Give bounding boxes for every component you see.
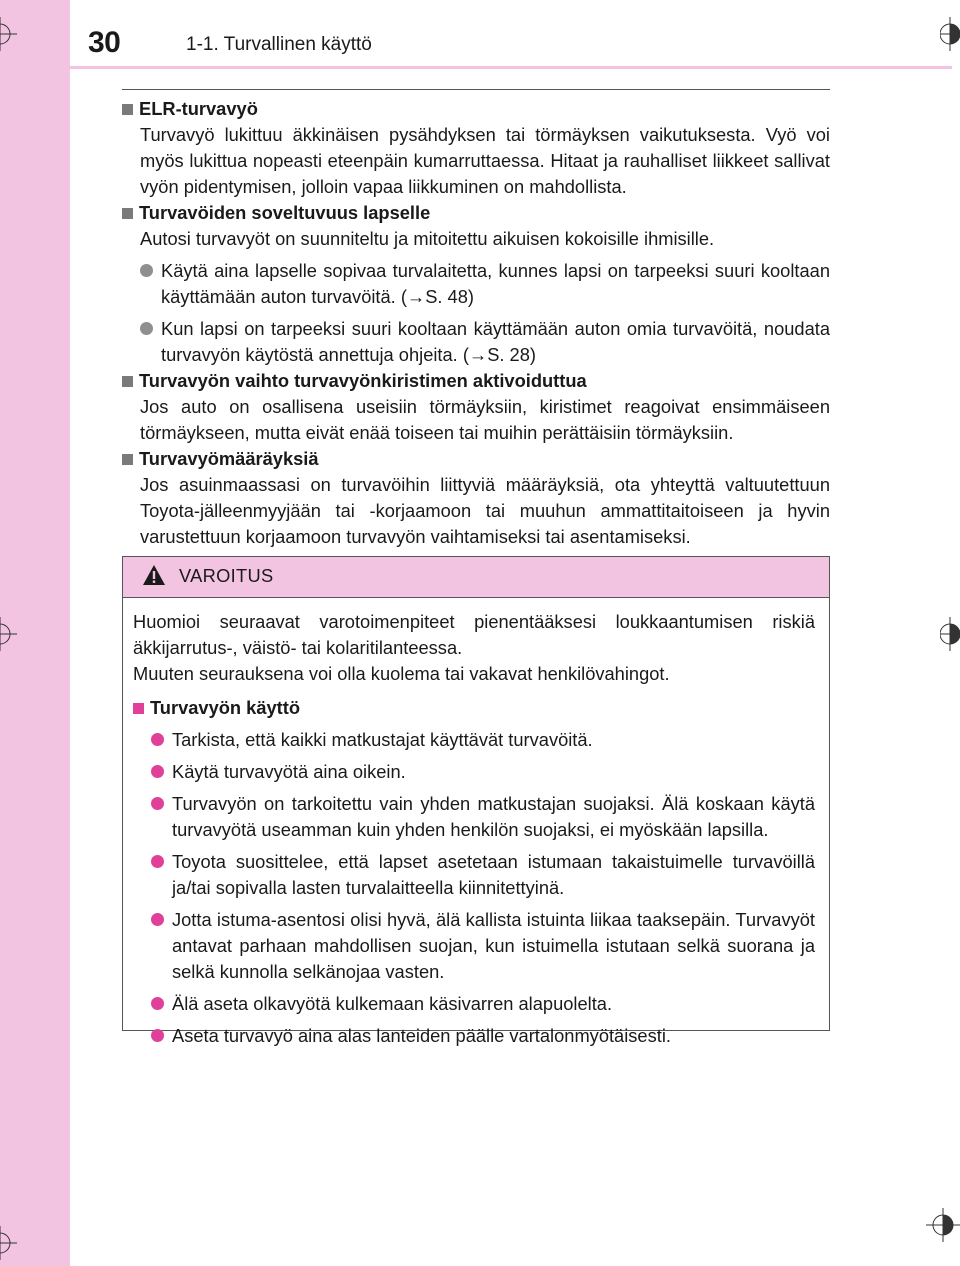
square-bullet-icon bbox=[122, 454, 133, 465]
circle-bullet-icon bbox=[151, 997, 164, 1010]
registration-mark-icon bbox=[926, 1208, 960, 1242]
circle-bullet-icon bbox=[151, 797, 164, 810]
warning-label: VAROITUS bbox=[179, 565, 274, 586]
section-heading: Turvavyön vaihto turvavyönkiristimen aktivoiduttua bbox=[122, 368, 830, 394]
square-bullet-icon bbox=[133, 703, 144, 714]
circle-bullet-icon bbox=[151, 913, 164, 926]
warning-box bbox=[122, 556, 830, 1046]
warning-heading: Turvavyön käyttö bbox=[133, 695, 815, 721]
list-item: Käytä turvavyötä aina oikein. bbox=[133, 759, 815, 785]
warning-header bbox=[123, 557, 829, 598]
section-text: Jos asuinmaassasi on turvavöihin liittyviä määräyksiä, ota yhteyttä valtuutettuun Toyota-jälleenmyyjään tai -korjaamoon tai muuhun ammattitaitoiseen ja hyvin varustettuun korjaamoon turvavyön vaihtamiseksi tai asentamiseksi. bbox=[140, 474, 830, 547]
list-item: Aseta turvavyö aina alas lanteiden päälle vartalonmyötäisesti. bbox=[133, 1023, 815, 1049]
list-item: Turvavyön on tarkoitettu vain yhden matkustajan suojaksi. Älä koskaan käytä turvavyötä useamman kuin yhden henkilön suojaksi, ei myöskään lapsilla. bbox=[133, 791, 815, 843]
circle-bullet-icon bbox=[140, 264, 153, 277]
main-content bbox=[122, 96, 830, 550]
list-item: Toyota suosittelee, että lapset asetetaan istumaan takaistuimelle turvavöillä ja/tai sopivalla lasten turvalaitteella kiinnitettyinä. bbox=[133, 849, 815, 901]
circle-bullet-icon bbox=[151, 733, 164, 746]
list-item: Kun lapsi on tarpeeksi suuri kooltaan käyttämään auton omia turvavöitä, noudata turvavyön käytöstä annettuja ohjeita. (→S. 28) bbox=[122, 316, 830, 368]
warning-triangle-icon bbox=[142, 564, 166, 586]
registration-mark-icon bbox=[0, 1226, 17, 1260]
square-bullet-icon bbox=[122, 104, 133, 115]
section-heading: Turvavyömääräyksiä bbox=[122, 446, 830, 472]
circle-bullet-icon bbox=[140, 322, 153, 335]
section-heading: Turvavöiden soveltuvuus lapselle bbox=[122, 200, 830, 226]
list-item: Älä aseta olkavyötä kulkemaan käsivarren alapuolelta. bbox=[133, 991, 815, 1017]
circle-bullet-icon bbox=[151, 1029, 164, 1042]
circle-bullet-icon bbox=[151, 765, 164, 778]
registration-mark-icon bbox=[940, 17, 960, 51]
registration-mark-icon bbox=[0, 17, 17, 51]
section-text: Jos auto on osallisena useisiin törmäyksiin, kiristimet reagoivat ensimmäiseen törmäykseen, mutta eivät enää toiseen tai muihin perättäisiin törmäyksiin. bbox=[140, 396, 830, 443]
page-number: 30 bbox=[88, 26, 121, 59]
registration-mark-icon bbox=[0, 617, 17, 651]
section-text: Autosi turvavyöt on suunniteltu ja mitoitettu aikuisen kokoisille ihmisille. bbox=[140, 228, 715, 249]
square-bullet-icon bbox=[122, 376, 133, 387]
section-title: 1-1. Turvallinen käyttö bbox=[186, 34, 372, 55]
registration-mark-icon bbox=[940, 617, 960, 651]
list-item: Tarkista, että kaikki matkustajat käyttävät turvavöitä. bbox=[133, 727, 815, 753]
list-item: Jotta istuma-asentosi olisi hyvä, älä kallista istuinta liikaa taaksepäin. Turvavyöt antavat parhaan mahdollisen suojan, kun istuimella istutaan selkä suorana ja selkä kunnolla selkänojaa vasten. bbox=[133, 907, 815, 985]
square-bullet-icon bbox=[122, 208, 133, 219]
section-text: Turvavyö lukittuu äkkinäisen pysähdyksen tai törmäyksen vaikutuksesta. Vyö voi myös lukittua nopeasti eteenpäin kumarruttaessa. Hitaat ja rauhalliset liikkeet sallivat vyön pidentymisen, jolloin vapaa liikkuminen on mahdollista. bbox=[140, 124, 830, 197]
warning-body bbox=[123, 598, 829, 1049]
warning-intro: Huomioi seuraavat varotoimenpiteet pienentääksesi loukkaantumisen riskiä äkkijarrutus-, väistö- tai kolaritilanteessa. bbox=[133, 611, 815, 658]
section-heading: ELR-turvavyö bbox=[122, 96, 830, 122]
circle-bullet-icon bbox=[151, 855, 164, 868]
list-item: Käytä aina lapselle sopivaa turvalaitetta, kunnes lapsi on tarpeeksi suuri kooltaan käyttämään auton turvavöitä. (→S. 48) bbox=[122, 258, 830, 310]
header-divider bbox=[70, 66, 952, 69]
top-rule bbox=[122, 89, 830, 90]
warning-intro: Muuten seurauksena voi olla kuolema tai vakavat henkilövahingot. bbox=[133, 663, 670, 684]
